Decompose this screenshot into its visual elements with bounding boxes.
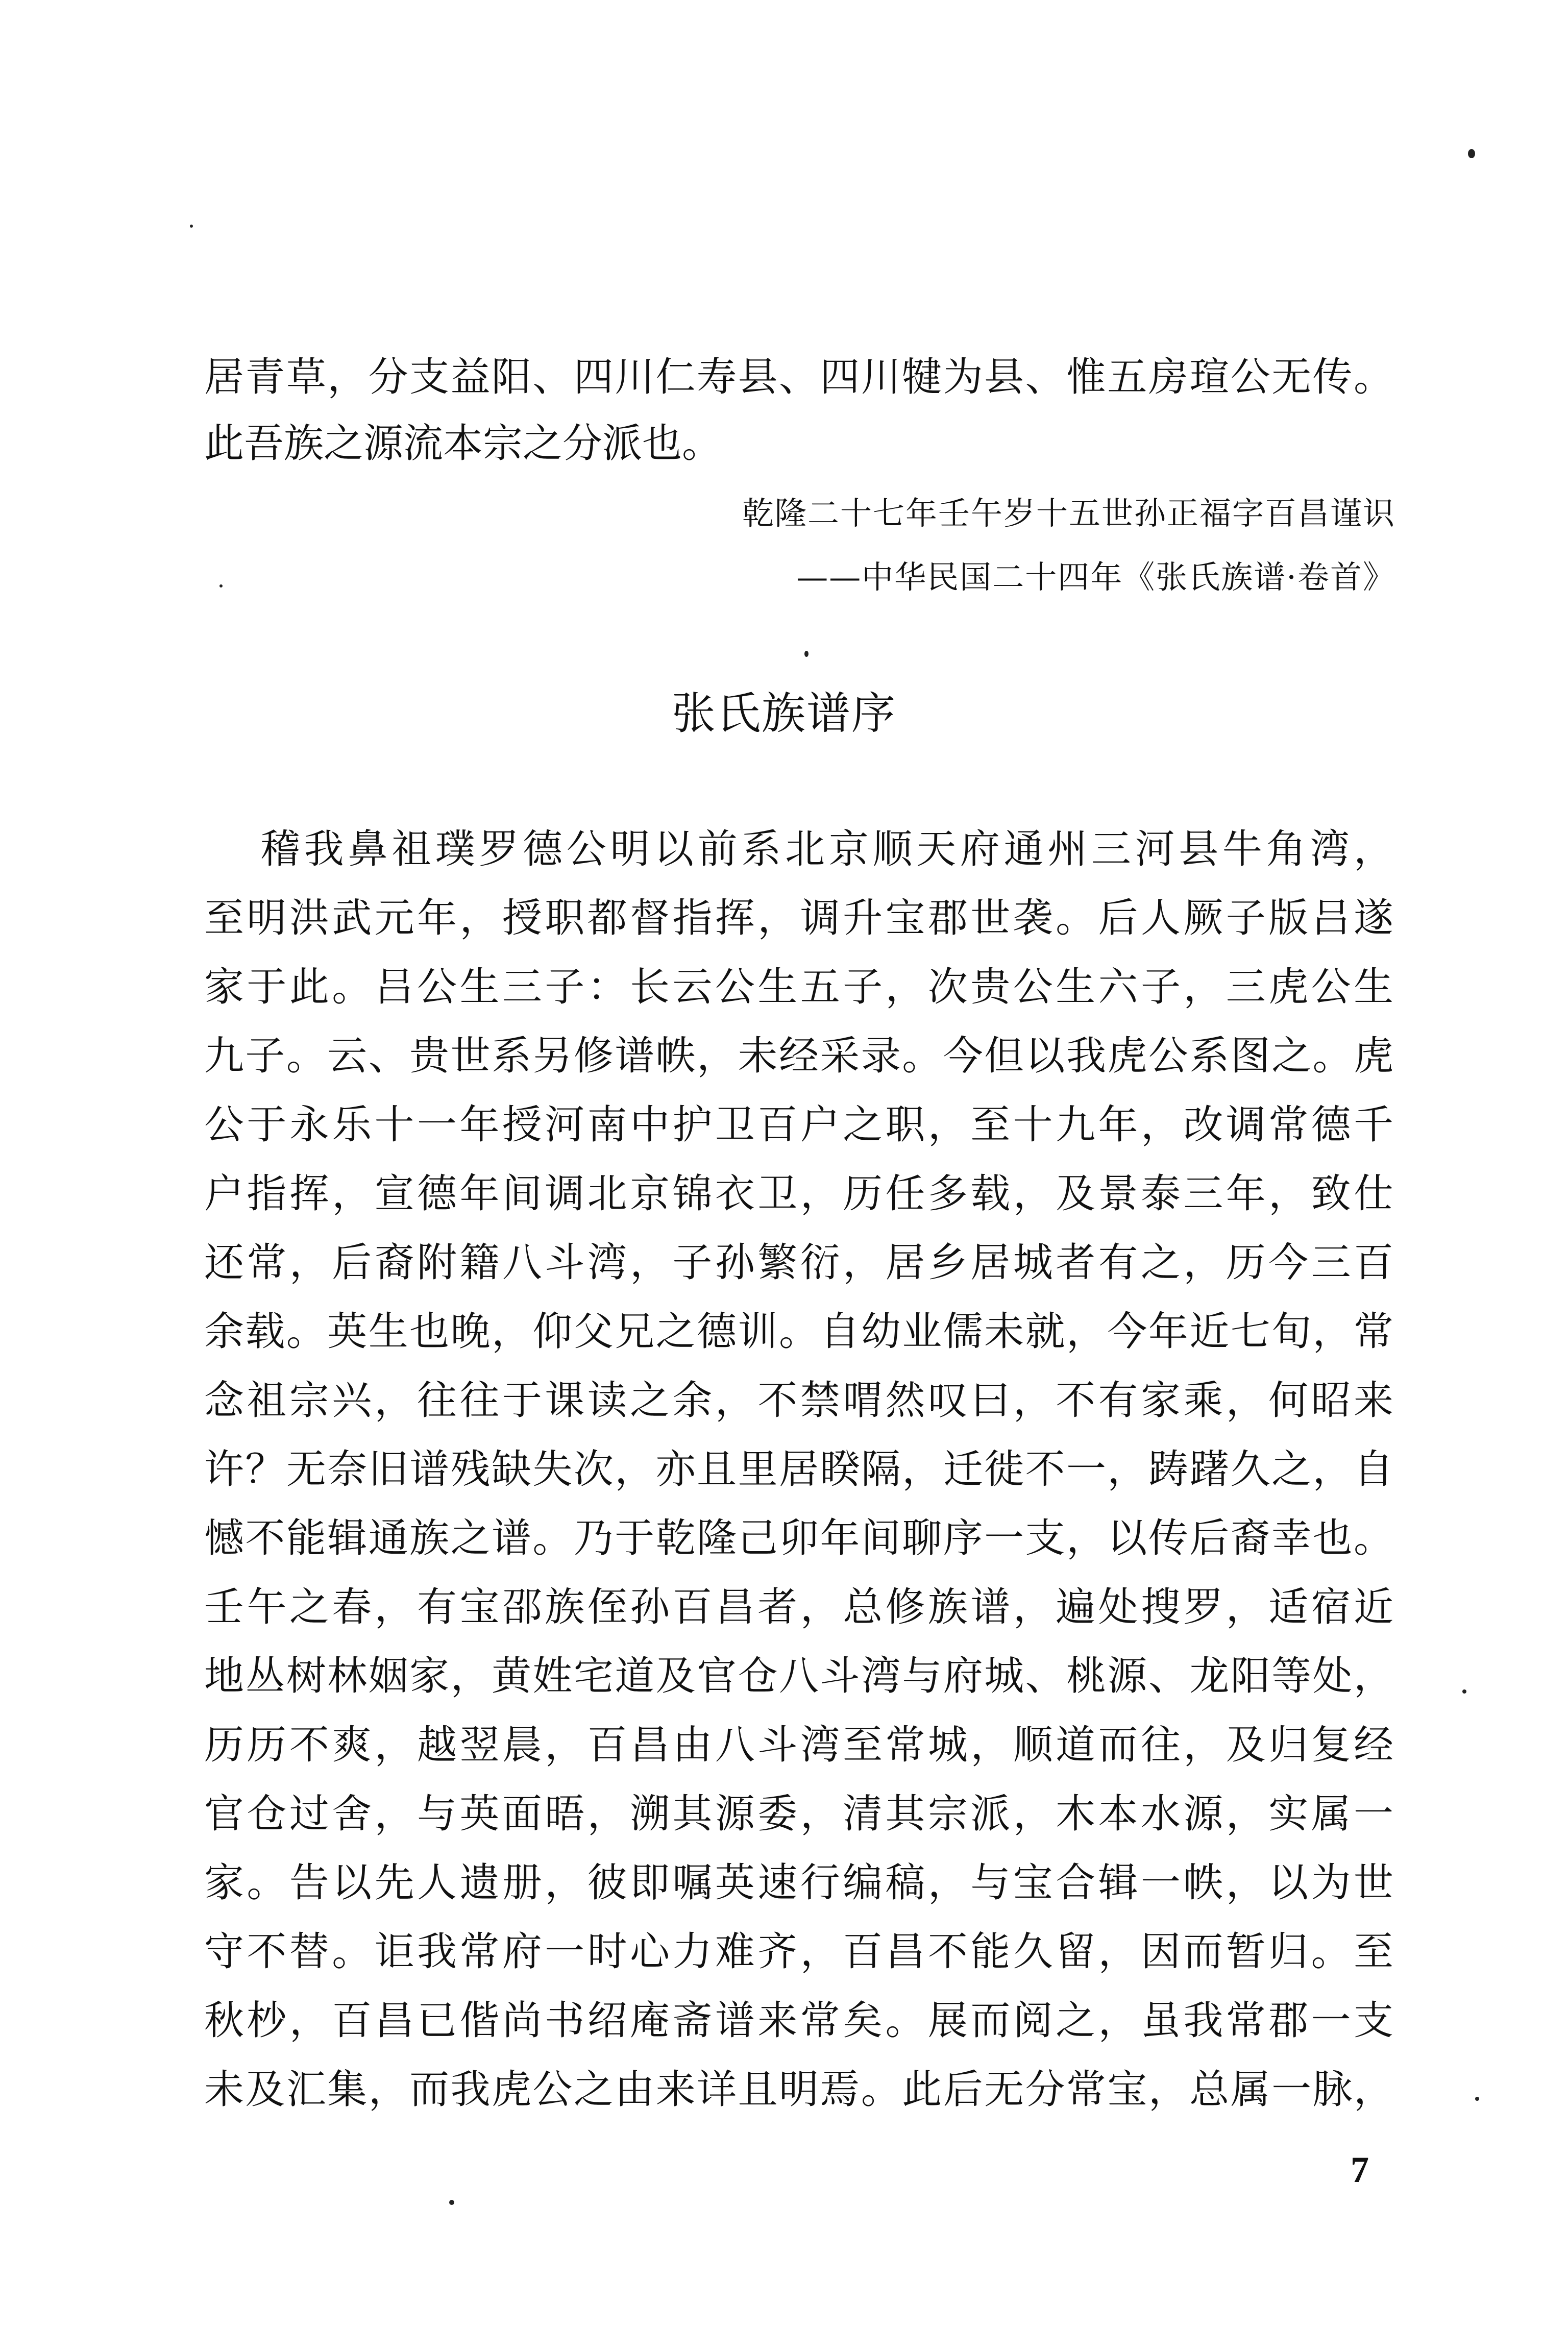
body-line: 官仓过舍，与英面晤，溯其源委，清其宗派，木本水源，实属一 bbox=[204, 1791, 1393, 1837]
body-line: 九子。云、贵世系另修谱帙，未经采录。今但以我虎公系图之。虎 bbox=[204, 1033, 1393, 1079]
scan-speck bbox=[190, 225, 193, 228]
body-line: 秋杪，百昌已偕尚书绍庵斋谱来常矣。展而阅之，虽我常郡一支 bbox=[204, 1998, 1393, 2044]
body-line: 壬午之春，有宝邵族侄孙百昌者，总修族谱，遍处搜罗，适宿近 bbox=[204, 1584, 1393, 1630]
signature-line: 乾隆二十七年壬午岁十五世孙正福字百昌谨识 bbox=[742, 495, 1395, 532]
page-number: 7 bbox=[1351, 2149, 1369, 2190]
scan-speck bbox=[1475, 2097, 1479, 2101]
body-line: 守不替。讵我常府一时心力难齐，百昌不能久留，因而暂归。至 bbox=[204, 1929, 1393, 1975]
body-line: 地丛树林姻家，黄姓宅道及官仓八斗湾与府城、桃源、龙阳等处， bbox=[204, 1653, 1393, 1699]
body-line: 许？无奈旧谱残缺失次，亦且里居睽隔，迁徙不一，踌躇久之，自 bbox=[204, 1447, 1393, 1492]
body-line: 户指挥，宣德年间调北京锦衣卫，历任多载，及景泰三年，致仕 bbox=[204, 1171, 1393, 1217]
prev-text-line-1: 居青草，分支益阳、四川仁寿县、四川犍为县、惟五房瑄公无传。 bbox=[204, 354, 1393, 400]
body-line: 憾不能辑通族之谱。乃于乾隆己卯年间聊序一支，以传后裔幸也。 bbox=[204, 1515, 1393, 1561]
source-citation: ——中华民国二十四年《张氏族谱·卷首》 bbox=[796, 558, 1395, 596]
scan-speck bbox=[449, 2200, 454, 2205]
section-title: 张氏族谱序 bbox=[672, 688, 896, 739]
scan-speck bbox=[219, 584, 223, 587]
scan-speck bbox=[804, 651, 808, 657]
body-line: 未及汇集，而我虎公之由来详且明焉。此后无分常宝，总属一脉， bbox=[204, 2067, 1393, 2113]
body-line: 家。告以先人遗册，彼即嘱英速行编稿，与宝合辑一帙，以为世 bbox=[204, 1860, 1393, 1906]
body-line: 念祖宗兴，往往于课读之余，不禁喟然叹曰，不有家乘，何昭来 bbox=[204, 1378, 1393, 1424]
body-line: 稽我鼻祖璞罗德公明以前系北京顺天府通州三河县牛角湾， bbox=[260, 826, 1393, 872]
body-line: 历历不爽，越翌晨，百昌由八斗湾至常城，顺道而往，及归复经 bbox=[204, 1722, 1393, 1768]
body-line: 公于永乐十一年授河南中护卫百户之职，至十九年，改调常德千 bbox=[204, 1102, 1393, 1148]
scan-speck bbox=[1468, 149, 1475, 158]
body-line: 家于此。吕公生三子：长云公生五子，次贵公生六子，三虎公生 bbox=[204, 964, 1393, 1010]
body-line: 余载。英生也晚，仰父兄之德训。自幼业儒未就，今年近七旬，常 bbox=[204, 1309, 1393, 1355]
scan-speck bbox=[1462, 1689, 1466, 1694]
body-line: 还常，后裔附籍八斗湾，子孙繁衍，居乡居城者有之，历今三百 bbox=[204, 1240, 1393, 1286]
prev-text-line-2: 此吾族之源流本宗之分派也。 bbox=[204, 421, 722, 467]
body-line: 至明洪武元年，授职都督指挥，调升宝郡世袭。后人厥子版吕遂 bbox=[204, 895, 1393, 941]
